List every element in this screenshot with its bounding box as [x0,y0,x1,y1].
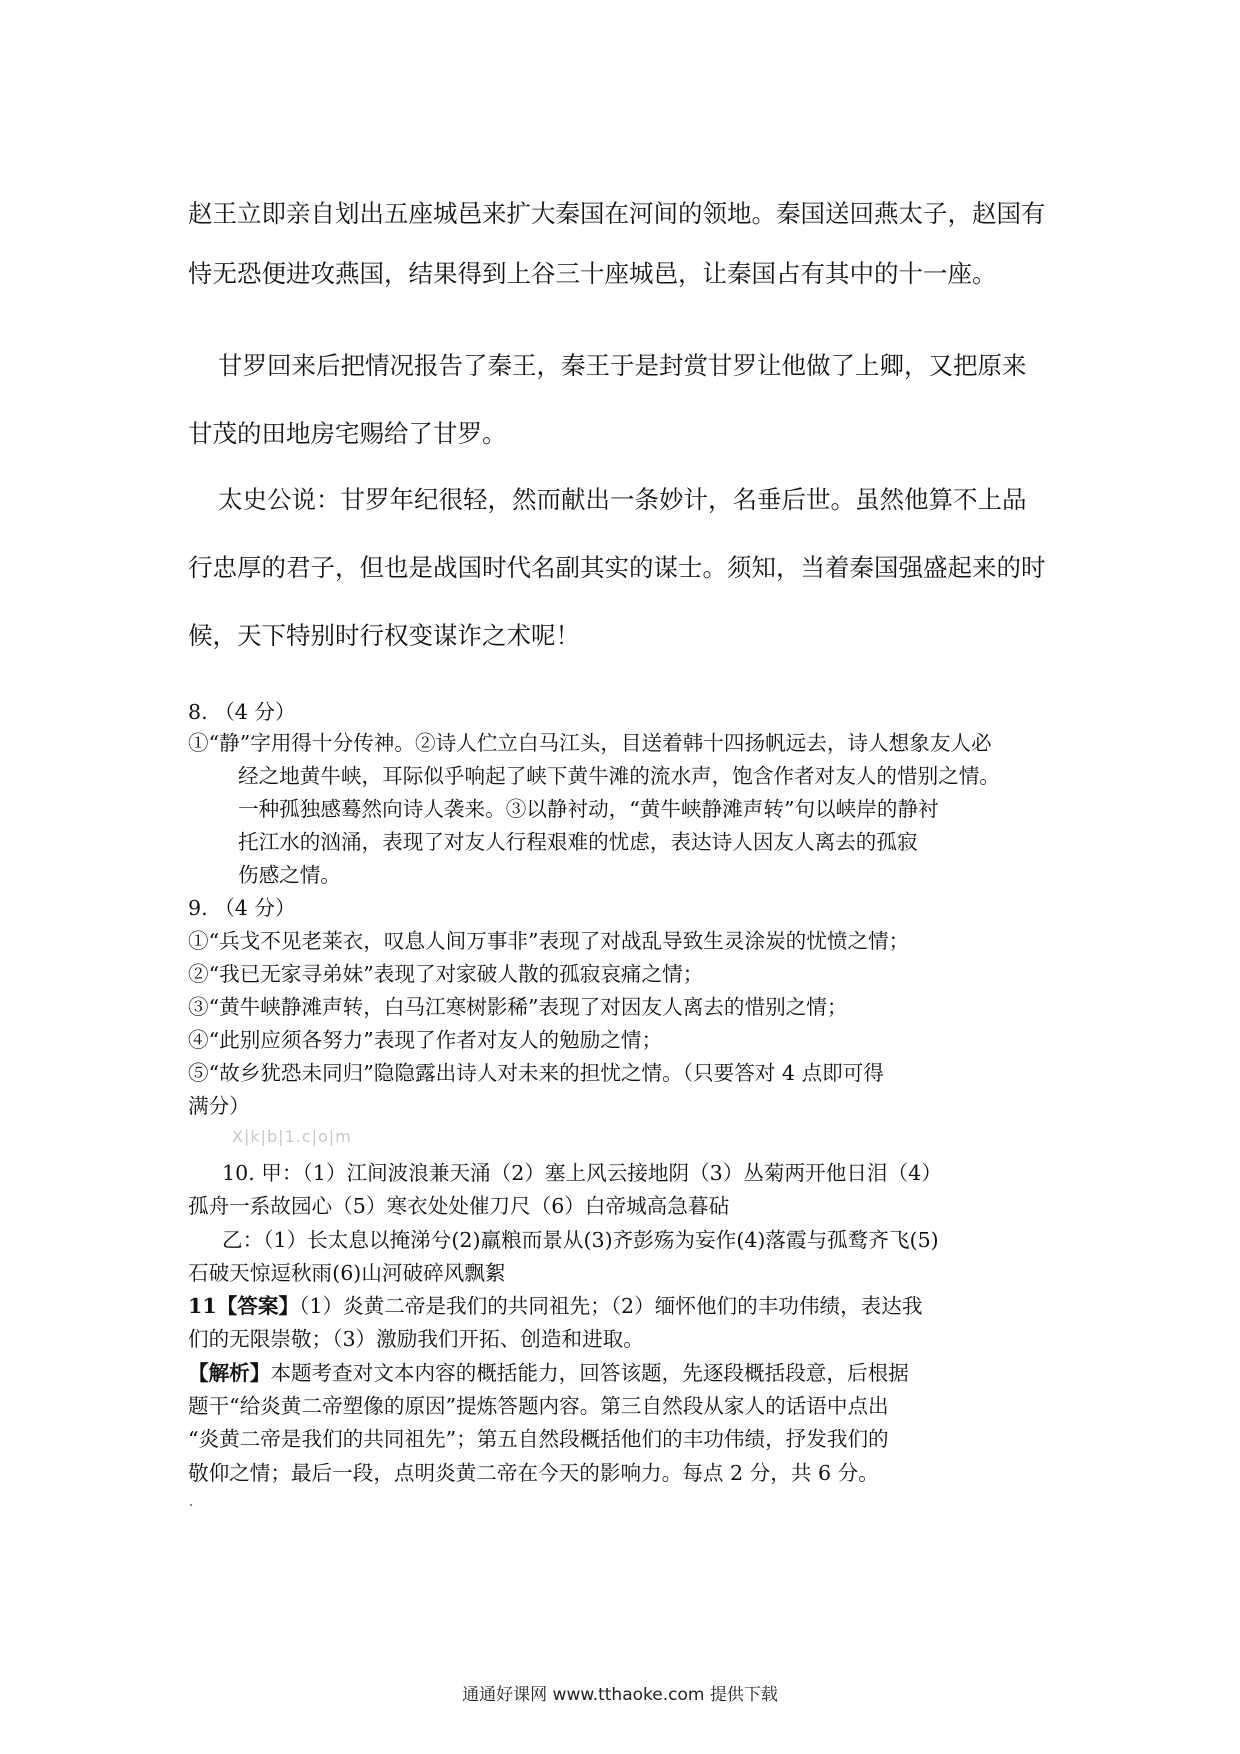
q11-analysis-label: 【解析】 [188,1361,271,1385]
q9-line: ④“此别应须各努力”表现了作者对友人的勉励之情； [188,1028,663,1052]
q8-line: 托江水的汹涌，表现了对友人行程艰难的忧虑，表达诗人因友人离去的孤寂 [238,830,918,854]
q11-answer-label: 11【答案】 [188,1294,300,1318]
q9-line: 满分） [188,1094,250,1118]
q10-line: 10. 甲：（1）江间波浪兼天涌（2）塞上风云接地阴（3）丛菊两开他日泪（4） [222,1161,942,1185]
q10-line: 乙：（1）长太息以掩涕兮(2)羸粮而景从(3)齐彭殇为妄作(4)落霞与孤鹜齐飞(5) [222,1228,939,1252]
q9-line: ⑤“故乡犹恐未同归”隐隐露出诗人对未来的担忧之情。（只要答对 4 点即可得 [188,1061,884,1085]
q8-line: ①“静”字用得十分传神。②诗人伫立白马江头，目送着韩十四扬帆远去，诗人想象友人必 [188,731,992,755]
q11-analysis-line: 敬仰之情；最后一段，点明炎黄二帝在今天的影响力。每点 2 分，共 6 分。 [188,1461,879,1485]
q10-line: 孤舟一系故园心（5）寒衣处处催刀尺（6）白帝城高急暮砧 [188,1194,730,1218]
q8-heading: 8. （4 分） [188,700,296,724]
q11-answer-text: （1）炎黄二帝是我们的共同祖先；（2）缅怀他们的丰功伟绩，表达我 [299,1294,923,1318]
translation-line: 太史公说：甘罗年纪很轻，然而献出一条妙计，名垂后世。虽然他算不上品 [218,485,1027,514]
scan-speck [190,1504,192,1506]
translation-line: 赵王立即亲自划出五座城邑来扩大秦国在河间的领地。秦国送回燕太子，赵国有 [188,199,1046,228]
footer: 通通好课网 www.tthaoke.com 提供下载 [462,1685,778,1705]
q11-analysis-line: 题干“给炎黄二帝塑像的原因”提炼答题内容。第三自然段从家人的话语中点出 [188,1394,889,1418]
translation-line: 行忠厚的君子，但也是战国时代名副其实的谋士。须知，当着秦国强盛起来的时 [188,553,1046,582]
q11-analysis [188,1359,1060,1387]
q11-answer [188,1292,1060,1320]
translation-line: 恃无恐便进攻燕国，结果得到上谷三十座城邑，让秦国占有其中的十一座。 [188,259,997,288]
q8-line: 一种孤独感蓦然向诗人袭来。③以静衬动，“黄牛峡静滩声转”句以峡岸的静衬 [238,797,939,821]
q11-analysis-line: “炎黄二帝是我们的共同祖先”；第五自然段概括他们的丰功伟绩，抒发我们的 [188,1427,889,1451]
q9-line: ①“兵戈不见老莱衣，叹息人间万事非”表现了对战乱导致生灵涂炭的忧愤之情； [188,929,910,953]
q11-analysis-text: 本题考查对文本内容的概括能力，回答该题，先逐段概括段意，后根据 [270,1361,909,1385]
translation-line: 候，天下特别时行权变谋诈之术呢！ [188,621,580,650]
q9-line: ②“我已无家寻弟妹”表现了对家破人散的孤寂哀痛之情； [188,962,704,986]
q9-heading: 9. （4 分） [188,896,296,920]
translation-line: 甘罗回来后把情况报告了秦王，秦王于是封赏甘罗让他做了上卿，又把原来 [218,351,1027,380]
q11-answer-line: 们的无限崇敬；（3）激励我们开拓、创造和进取。 [188,1327,644,1351]
q8-line: 经之地黄牛峡，耳际似乎响起了峡下黄牛滩的流水声，饱含作者对友人的惜别之情。 [238,764,1000,788]
translation-line: 甘茂的田地房宅赐给了甘罗。 [188,419,507,448]
q9-line: ③“黄牛峡静滩声转，白马江寒树影稀”表现了对因友人离去的惜别之情； [188,995,848,1019]
q8-line: 伤感之情。 [238,863,341,887]
watermark: X|k|b|1.c|o|m [232,1127,352,1146]
q10-line: 石破天惊逗秋雨(6)山河破碎风飘絮 [188,1261,506,1285]
